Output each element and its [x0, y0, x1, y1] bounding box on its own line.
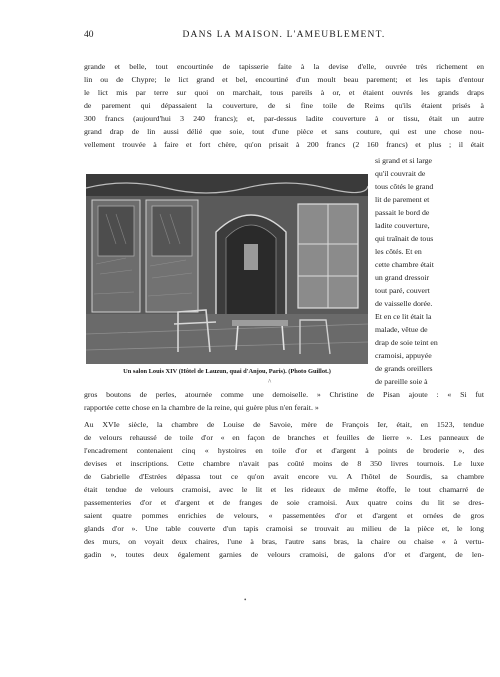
salon-photograph — [86, 174, 368, 364]
text-line: passementeries d'or et d'argent et de franges de soie cramoisi. Aux quatre coins du lit se dres- — [84, 498, 484, 507]
text-line: de parement qui dépassaient la couverture, de si fine toile de Reims qu'ils étaient prisés à — [84, 101, 484, 110]
text-line: rapportée cette chose en la chambre de la reine, qui guère plus n'en ferait. » — [84, 403, 319, 412]
text-line: grande et belle, tout encourtinée de tapisserie faite à la devise d'elle, ouvrée très richement en — [84, 62, 484, 71]
text-line: Au XVIe siècle, la chambre de Louise de Savoie, mère de François Ier, était, en 1523, tendue — [84, 420, 484, 429]
side-text-line: malade, vêtue de — [375, 325, 428, 334]
text-line: 300 francs (aujourd'hui 3 240 francs); et, par-dessus ladite couverture à or tissu, était un autre — [84, 114, 484, 123]
text-line: de velours rehaussé de toile d'or « en façon de branches et feuilles de lierre ». Les panneaux de — [84, 433, 484, 442]
caret-mark: ^ — [268, 378, 272, 386]
side-text-line: drap de soie teint en — [375, 338, 438, 347]
text-line: était tendue de velours cramoisi, avec le lit et les rideaux de même étoffe, le tout chamarré de — [84, 485, 484, 494]
side-text-line: de pareille soie à — [375, 377, 428, 386]
side-text-line: de vaisselle dorée. — [375, 299, 433, 308]
figure-caption: Un salon Louis XIV (Hôtel de Lauzun, quai d'Anjou, Paris). (Photo Guillot.) — [123, 368, 331, 375]
text-line: devises et inscriptions. Cette chambre n'avait pas coûté moins de 8 350 livres tournois. Le luxe — [84, 459, 484, 468]
text-line: grand drap de lin aussi délié que soie, tout d'une pièce et sans couture, qui est une chose nou- — [84, 127, 484, 136]
footer-dot: • — [244, 596, 247, 604]
side-text-line: cette chambre était — [375, 260, 434, 269]
running-title: DANS LA MAISON. L'AMEUBLEMENT. — [182, 30, 386, 40]
page-number: 40 — [84, 30, 94, 40]
text-line: l'encadrement contenaient cinq « hystoires en toile d'or et d'argent à points de broderie », des — [84, 446, 484, 455]
side-text-line: cramoisi, appuyée — [375, 351, 432, 360]
text-line: des murs, on voyait deux chaires, l'une à bras, l'autre sans bras, la chaire ou chaise « à vertu- — [84, 537, 484, 546]
side-text-line: ladite couverture, — [375, 221, 430, 230]
side-text-line: si grand et si large — [375, 156, 433, 165]
text-line: le lict mis par terre sur quoi on marchait, tous pareils à or, et étaient ouvrés les grands draps — [84, 88, 484, 97]
text-line: saient quatre pommes enrichies de velours, « passementées d'or et d'argent et ornées de gros — [84, 511, 484, 520]
side-text-line: Et en ce lit était la — [375, 312, 432, 321]
text-line: de Gabrielle d'Estrées dépassa tout ce qu'on avait encore vu. A l'hôtel de Sourdis, sa chambre — [84, 472, 484, 481]
side-text-line: les côtés. Et en — [375, 247, 422, 256]
side-text-line: lit de parement et — [375, 195, 430, 204]
side-text-line: passait le bord de — [375, 208, 430, 217]
side-text-line: tout paré, couvert — [375, 286, 430, 295]
side-text-line: de grands oreillers — [375, 364, 433, 373]
text-line: lin ou de Chypre; le lict grand et bel, encourtiné d'un moult beau parement; et les tapis d'entour — [84, 75, 484, 84]
text-line: gros boutons de perles, atournée comme une demoiselle. » Christine de Pisan ajoute : « Si fut — [84, 390, 484, 399]
text-line: vellement trouvée à faire et fort chère, qu'on prisait à 200 francs (2 160 francs) et plus ; il était — [84, 140, 484, 149]
text-line: gadin », toutes deux également garnies de velours cramoisi, de galons d'or et d'argent, de len- — [84, 550, 484, 559]
side-text-line: qui traînait de tous — [375, 234, 434, 243]
side-text-line: qu'il couvrait de — [375, 169, 426, 178]
text-line: glands d'or ». Une table couverte d'un tapis cramoisi se trouvait au milieu de la pièce et, le long — [84, 524, 484, 533]
side-text-line: un grand dressoir — [375, 273, 430, 282]
side-text-line: tous côtés le grand — [375, 182, 434, 191]
page-header — [84, 30, 484, 42]
